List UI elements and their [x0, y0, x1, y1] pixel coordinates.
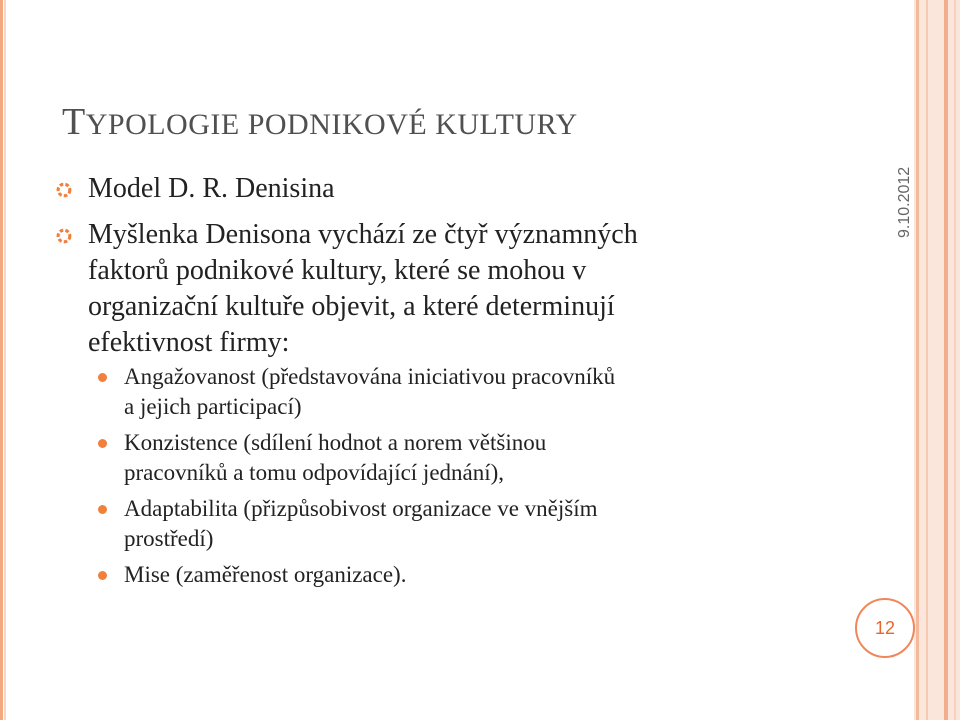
right-band-decoration — [914, 0, 960, 720]
sub-bullet-item — [124, 428, 824, 488]
right-stripe — [916, 0, 919, 720]
sub-bullet-line: Konzistence (sdílení hodnot a norem většinou — [124, 430, 547, 455]
sub-bullet-line: pracovníků a tomu odpovídající jednání), — [124, 460, 505, 485]
bullet-item — [88, 217, 828, 361]
bullet-line: Myšlenka Denisona vychází ze čtyř významných — [88, 219, 638, 250]
bullet-line: organizační kultuře objevit, a které determinují — [88, 291, 615, 322]
bullet-ring-icon — [55, 227, 73, 245]
sub-bullet-item — [124, 362, 824, 422]
title-lead: T — [62, 101, 86, 143]
bullet-line: Model D. R. Denisina — [88, 173, 335, 204]
left-stripe — [4, 0, 6, 720]
sub-bullet-line: a jejich participací) — [124, 394, 302, 419]
sub-bullet-item — [124, 494, 824, 554]
right-stripe — [954, 0, 956, 720]
right-stripe — [944, 0, 948, 720]
right-stripe — [926, 0, 928, 720]
slide-date: 9.10.2012 — [896, 166, 913, 238]
sub-bullet-line: Mise (zaměřenost organizace). — [124, 562, 407, 587]
left-edge-decoration — [0, 0, 9, 720]
bullet-ring-icon — [55, 181, 73, 199]
sub-bullet-line: Adaptabilita (přizpůsobivost organizace ve vnějším — [124, 496, 598, 521]
sub-bullet-item — [124, 560, 824, 590]
bullet-line: faktorů podnikové kultury, které se mohou v — [88, 255, 587, 286]
page-number-badge: 12 — [855, 598, 915, 658]
bullet-item — [88, 171, 828, 207]
bullet-dot-icon — [98, 571, 107, 580]
bullet-dot-icon — [98, 373, 107, 382]
title-rest: YPOLOGIE PODNIKOVÉ KULTURY — [85, 108, 578, 141]
bullet-line: efektivnost firmy: — [88, 327, 290, 358]
sub-bullet-line: Angažovanost (představována iniciativou pracovníků — [124, 364, 616, 389]
bullet-dot-icon — [98, 505, 107, 514]
left-stripe — [0, 0, 3, 720]
slide-title — [62, 100, 578, 144]
sub-bullet-line: prostředí) — [124, 526, 214, 551]
bullet-dot-icon — [98, 439, 107, 448]
